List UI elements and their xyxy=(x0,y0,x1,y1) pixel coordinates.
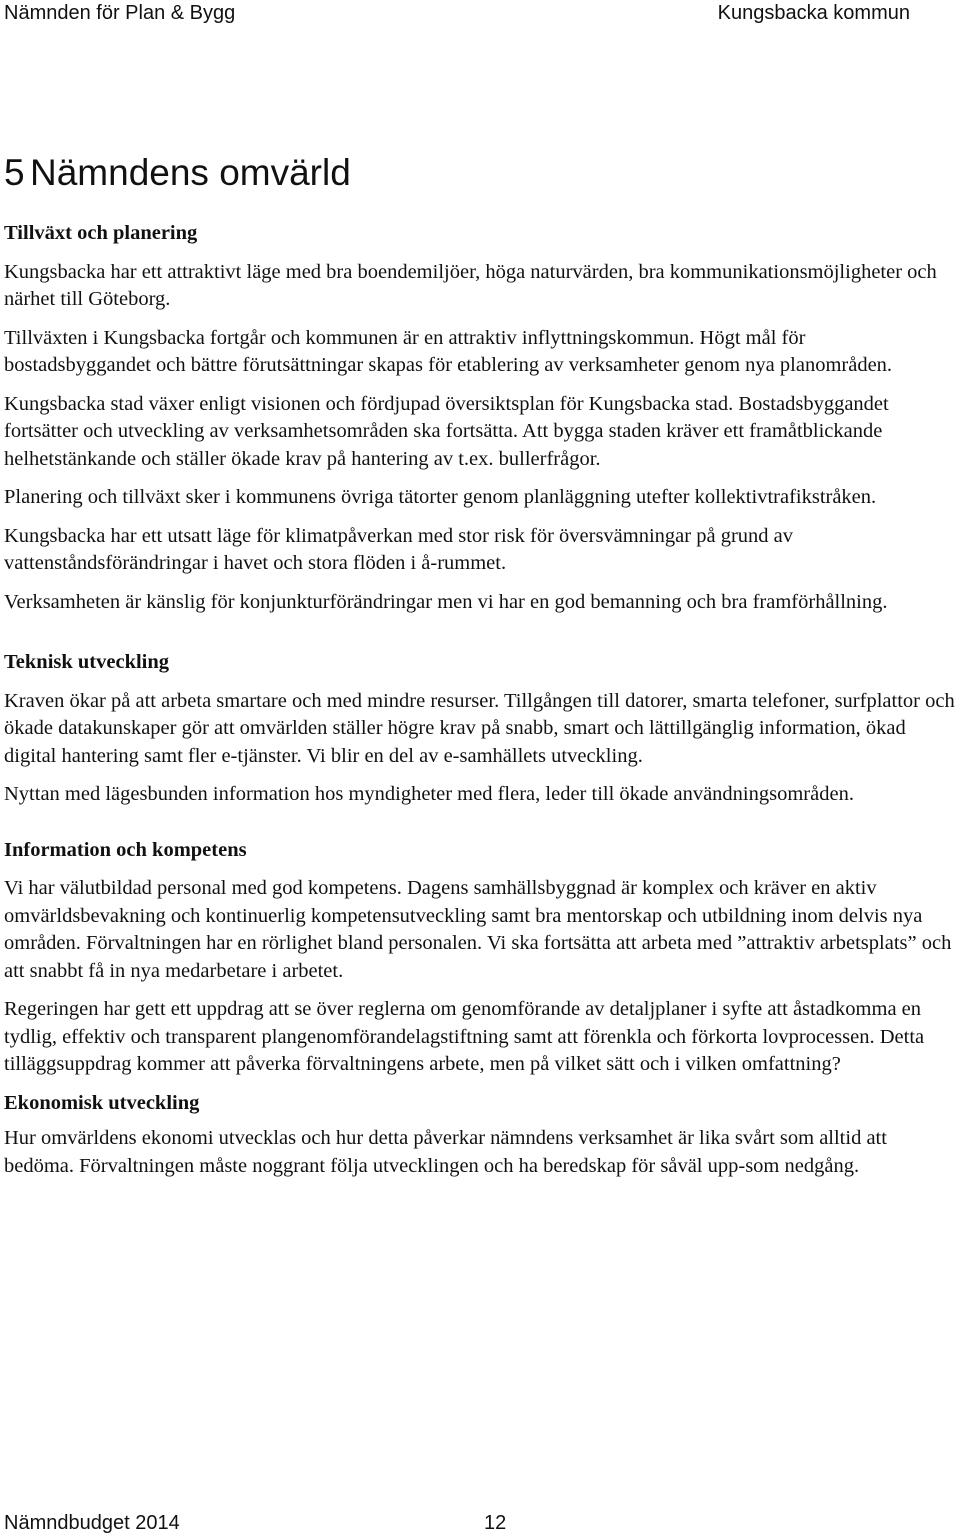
paragraph: Kungsbacka stad växer enligt visionen och fördjupad översiktsplan för Kungsbacka stad. Bostadsbyggandet fortsätter och utveckling av verksamhetsområden ska fortsätta. Att bygga staden kräver ett framåtblickande helhetstänkande och ställer ökade krav på hantering av t.ex. bullerfrågor. xyxy=(4,392,889,470)
paragraph: Hur omvärldens ekonomi utvecklas och hur detta påverkar nämndens verksamhet är lika svårt som alltid att bedöma. Förvaltningen måste noggrant följa utvecklingen och ha beredskap för såväl upp-som nedgång. xyxy=(4,1127,887,1177)
paragraph: Planering och tillväxt sker i kommunens övriga tätorter genom planläggning utefter kollektivtrafikstråken. xyxy=(4,486,877,508)
page-number: 12 xyxy=(484,1512,507,1534)
paragraph: Kraven ökar på att arbeta smartare och med mindre resurser. Tillgången till datorer, smarta telefoner, surfplattor och ökade datakunskaper gör att omvärlden ställer högre krav på snabb, smart och lättillgänglig information, ökad digital hantering samt fler e-tjänster. Vi blir en del av e-samhällets utveckling. xyxy=(4,689,955,767)
page-footer xyxy=(0,1505,960,1540)
section-heading: Tillväxt och planering xyxy=(4,222,198,244)
paragraph: Tillväxten i Kungsbacka fortgår och kommunen är en attraktiv inflyttningskommun. Högt mål för bostadsbyggandet och bättre förutsättningar skapas för etablering av verksamheter genom nya planområden. xyxy=(4,326,893,376)
paragraph: Nyttan med lägesbunden information hos myndigheter med flera, leder till ökade användningsområden. xyxy=(4,783,854,805)
paragraph: Kungsbacka har ett attraktivt läge med bra boendemiljöer, höga naturvärden, bra kommunikationsmöjligheter och närhet till Göteborg. xyxy=(4,260,937,310)
chapter-title xyxy=(4,150,351,196)
document-body xyxy=(4,220,956,1191)
paragraph: Verksamheten är känslig för konjunkturförändringar men vi har en god bemanning och bra framförhållning. xyxy=(4,590,888,613)
section-tillvaxt-och-planering xyxy=(4,220,956,616)
header-committee-name: Nämnden för Plan & Bygg xyxy=(4,2,236,24)
footer-document-title: Nämndbudget 2014 xyxy=(4,1512,180,1534)
paragraph: Kungsbacka har ett utsatt läge för klimatpåverkan med stor risk för översvämningar på grund av vattenståndsförändringar i havet och stora flöden i å-rummet. xyxy=(4,524,793,574)
header-municipality-name: Kungsbacka kommun xyxy=(717,2,910,24)
section-heading: Teknisk utveckling xyxy=(4,651,170,673)
section-information-och-kompetens xyxy=(4,837,956,1079)
chapter-number: 5 xyxy=(4,152,25,193)
section-heading: Information och kompetens xyxy=(4,838,247,861)
section-heading: Ekonomisk utveckling xyxy=(4,1091,200,1114)
paragraph: Regeringen har gett ett uppdrag att se över reglerna om genomförande av detaljplaner i syfte att åstadkomma en tydlig, effektiv och transparent plangenomförandelagstiftning samt att förenkla och förkorta lovprocessen. Detta tilläggsuppdrag kommer att påverka förvaltningens arbete, men på vilket sätt och i vilken omfattning? xyxy=(4,998,925,1075)
page-header xyxy=(0,0,960,28)
paragraph: Vi har välutbildad personal med god kompetens. Dagens samhällsbyggnad är komplex och kräver en aktiv omvärldsbevakning och kontinuerlig kompetensutveckling samt bra mentorskap och utbildning inom delvis nya områden. Förvaltningen har en rörlighet bland personalen. Vi ska fortsätta att arbeta med ”attraktiv arbetsplats” och att snabbt få in nya medarbetare i arbetet. xyxy=(4,877,952,982)
section-teknisk-utveckling xyxy=(4,649,956,809)
section-ekonomisk-utveckling xyxy=(4,1090,956,1181)
chapter-title-text: Nämndens omvärld xyxy=(30,152,351,193)
